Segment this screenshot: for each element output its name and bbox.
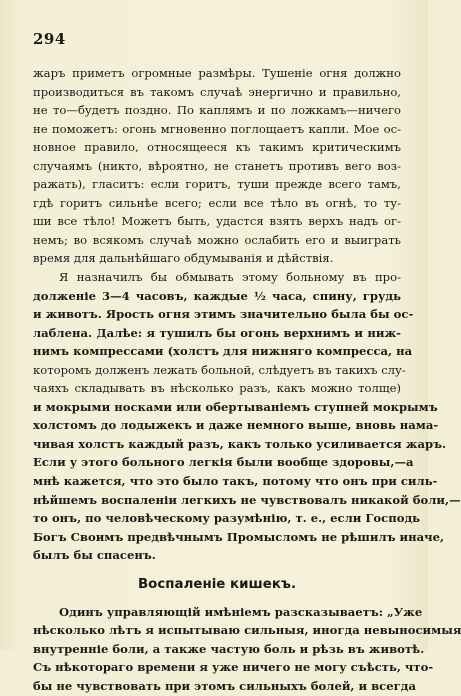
text-line: гдѣ горитъ сильнѣе всего; если все тѣло въ огнѣ, то ту- [33, 195, 401, 210]
text-line: ши все тѣло! Можетъ быть, удастся взять верхъ надъ ог- [33, 214, 401, 229]
text-line: мнѣ кажется, что это было такъ, потому что онъ при силь- [33, 474, 438, 489]
text-line: жаръ приметъ огромные размѣры. Тушеніе огня должно [33, 66, 401, 80]
text-line: чивая холстъ каждый разъ, какъ только усиливается жаръ. [33, 436, 446, 451]
text-line: Съ нѣкотораго времени я уже ничего не могу съѣсть, что- [33, 660, 434, 675]
text-line: производиться въ такомъ случаѣ энергично и правильно, [33, 84, 401, 99]
text-line: холстомъ до лодыжекъ и даже немного выше, вновь нама- [33, 418, 439, 433]
paragraph-treatment [33, 268, 461, 565]
text-line: Одинъ управляющій имѣніемъ разсказываетъ: „Уже [59, 604, 423, 619]
section-heading: Воспаленіе кишекъ. [137, 576, 297, 592]
text-line: нимъ компрессами (холстъ для нижняго компресса, на [33, 344, 413, 359]
page-number: 294 [33, 30, 66, 48]
text-line: ражать), гласитъ: если горитъ, туши прежде всего тамъ, [33, 177, 401, 192]
text-line: былъ бы спасенъ. [33, 548, 156, 563]
text-line: время для дальнѣйшаго обдумыванія и дѣйствія. [33, 251, 334, 266]
text-line: новное правило, относящееся къ такимъ критическимъ [33, 140, 401, 155]
text-line: не поможетъ: огонь мгновенно поглощаетъ капли. Мое ос- [33, 121, 401, 136]
text-line: Если у этого больного легкія были вообще здоровы,—а [33, 455, 414, 470]
text-line: немъ; во всякомъ случаѣ можно ослабить его и выиграть [33, 232, 401, 247]
text-line: случаямъ (никто, вѣроятно, не станетъ противъ вего воз- [33, 158, 401, 173]
text-line: которомъ долженъ лежать больной, слѣдуетъ въ такихъ слу- [33, 362, 406, 377]
paragraph-fire-principle [33, 64, 401, 268]
text-line: нѣйшемъ воспаленіи легкихъ не чувствовалъ никакой боли,— [33, 492, 461, 507]
text-line: и животъ. Ярость огня этимъ значительно была бы ос- [33, 307, 414, 322]
page-body-text [33, 64, 461, 696]
text-line: нѣсколько лѣтъ я испытываю сильныя, иногда невыносимыя [33, 623, 461, 638]
text-line: и мокрыми носками или обертываніемъ ступней мокрымъ [33, 399, 438, 414]
text-line: Богъ Своимъ предвѣчнымъ Промысломъ не рѣшилъ иначе, [33, 529, 445, 544]
text-line: бы не чувствовать при этомъ сильныхъ болей, и всегда [33, 678, 416, 693]
text-line: долженіе 3—4 часовъ, каждые ½ часа, спину, грудь [33, 288, 401, 303]
text-line: то онъ, по человѣческому разумѣнію, т. е., если Господь [33, 511, 421, 526]
text-line: Я назначилъ бы обмывать этому больному въ про- [59, 270, 401, 285]
text-line: лаблена. Далѣе: я тушилъ бы огонь верхнимъ и ниж- [33, 325, 401, 340]
text-line: внутренніе боли, а также частую боль и рѣзь въ животѣ. [33, 641, 425, 656]
paragraph-intestinal-case [33, 603, 461, 696]
text-line: чаяхъ складывать въ нѣсколько разъ, какъ можно толще) [33, 381, 401, 396]
text-line: не то—будетъ поздно. По каплямъ и по ложкамъ—ничего [33, 103, 401, 118]
